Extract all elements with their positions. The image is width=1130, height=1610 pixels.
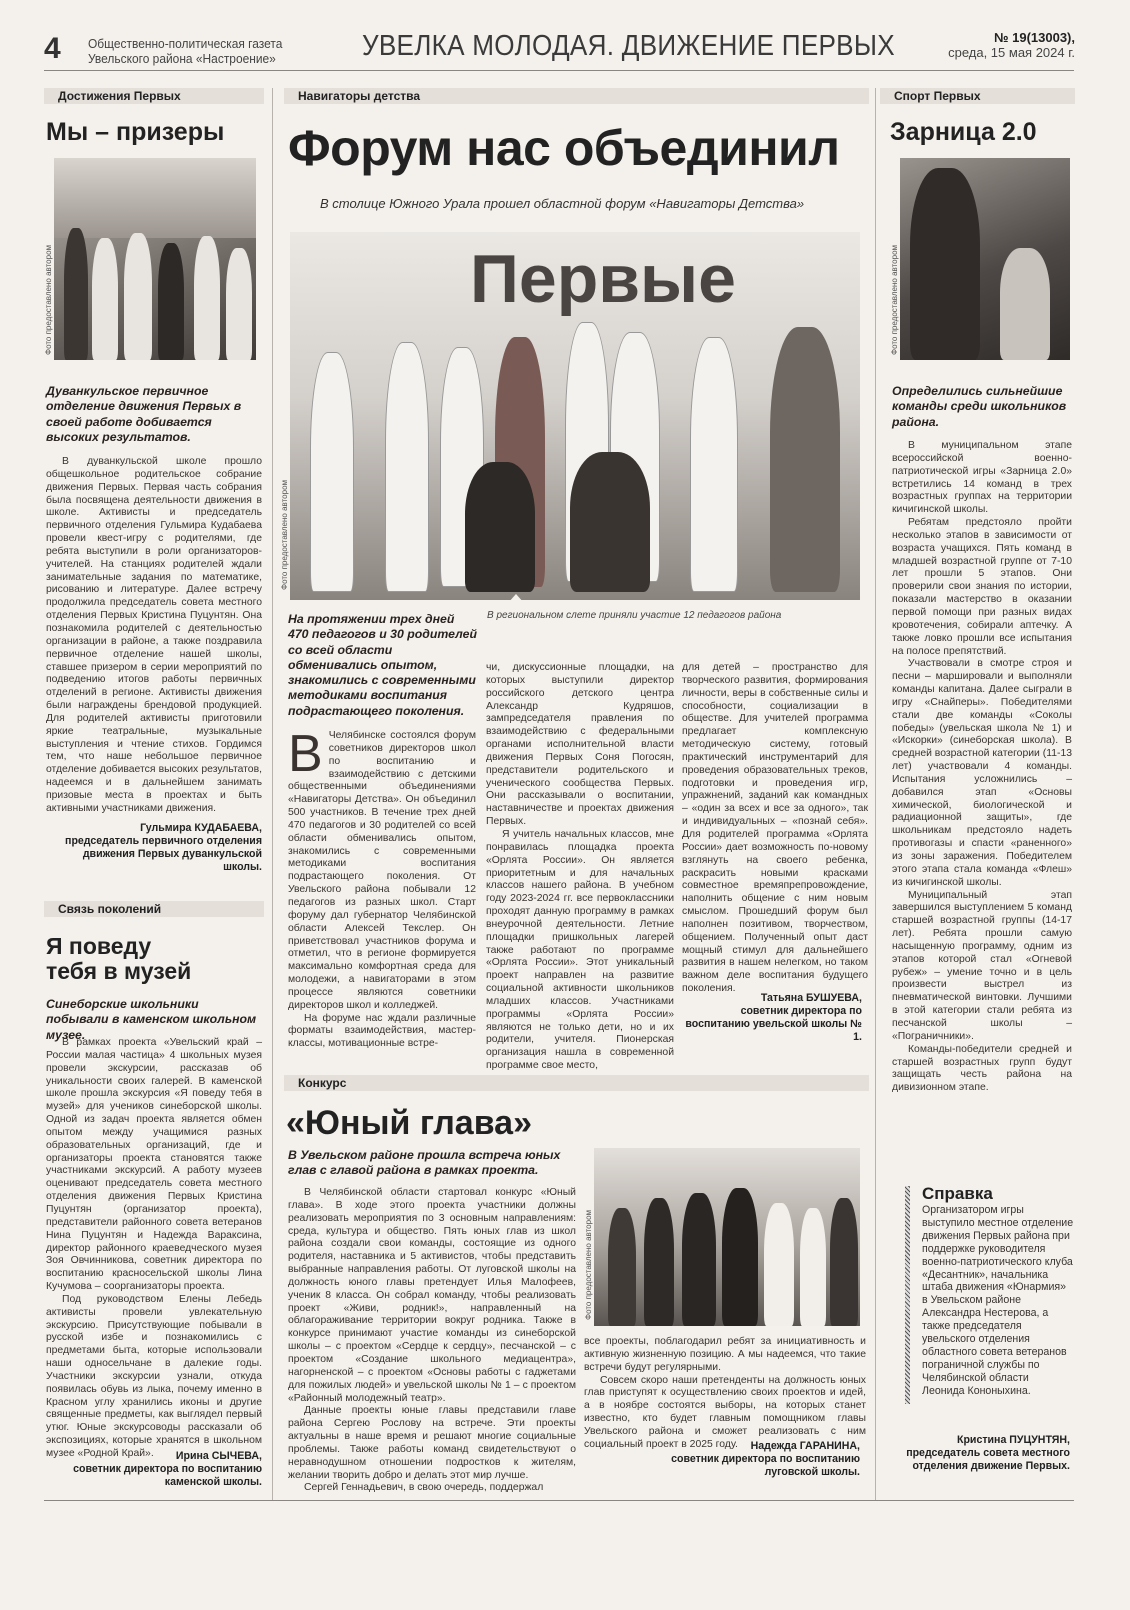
article-subtitle: В столице Южного Урала прошел областной форум «Навигаторы Детства» <box>320 196 805 211</box>
author-signature <box>46 1450 262 1489</box>
column-divider <box>875 88 876 1500</box>
article-photo <box>290 232 860 600</box>
author-signature <box>46 822 262 874</box>
article-photo <box>54 158 256 360</box>
paragraph: Ребятам предстояло пройти несколько этапов в зависимости от возраста учащихся. Пять команд в младшей возрастной группе от 7-10 лет прошли 5 этапов. Они проверили свои знания по истории, показали мастерство в оказании первой помощи при разных видах кровотечения, собирали аптечку. А также ловко прошли все испытания на полосе препятствий. <box>892 517 1072 657</box>
author-role: советник директора по воспитанию увельской школы № 1. <box>685 1005 862 1043</box>
article-lead: Определились сильнейшие команды среди школьников района. <box>892 384 1067 429</box>
title-line: Я поведу <box>46 933 152 959</box>
paragraph: В дуванкульской школе прошло общешкольное родительское собрание движения Первых. Первая часть собрания была посвящена деятельности движения в школе. Активисты и председатель первичного отделения Гульмира Кудабаева провели квест-игру с родителями, где ребята выступили в роли организаторов-учителей. На станциях родителей ждали занимательные задания по математике, рисованию и литературе. Далее встречу продолжила председатель совета местного отделения Первых Кристина Пуцунтян. Она познакомила родителей с деятельностью организации в районе, а также поздравила первичное отделение нашей школы, ставшее призером в серии мероприятий по подведению итогов работы первичных отделений в регионе. Активисты движения были награждены брендовой продукцией. Для родителей активисты приготовили яркие театральные, музыкальные выступления и чтение стихов. Гордимся тем, что наше небольшое первичное отделение добивается высоких результатов, надеемся и в дальнейшем занимать призовые места в проектах и быть активными участниками движения. <box>46 456 262 814</box>
article-body <box>46 456 262 818</box>
article-lead: На протяжении трех дней 470 педагогов и 30 родителей со всей области обменивались опытом, знакомились с современными методиками воспитания подрастающего поколения. <box>288 612 478 718</box>
paragraph: В Челябинской области стартовал конкурс «Юный глава». В ходе этого проекта участники должны реализовать мероприятия по 3 основным направлениям: среда, культура и общество. Пять юных глав из школ района создали свои команды, состоящие из одного родителя, наставника и 5 активистов, чтобы представить выбранные направления работы. От луговской школы на должность юного главы претендует Илья Малофеев, ученик 8 класса. Он собрал команду, чтобы реализовать проект «Живи, родник!», направленный на облагораживание территории вокруг родника. Также в конкурсе принимают участие команды из синеборской школы – с проектом «Сердце к сердцу», песчанской – с проектом «Создание школьного медиацентра», нагорненской – с проектом «Основы работы с гаджетами для пожилых людей» и увельской школы № 1 – с проектом «Районный молодежный театр». <box>288 1187 576 1404</box>
publication-name <box>88 36 282 66</box>
article-title <box>46 934 191 984</box>
section-label: Связь поколений <box>44 901 264 917</box>
paragraph: Муниципальный этап завершился выступлением 5 команд старшей возрастной группы (14-17 лет). Ребята прошли самую насыщенную программу, одним из этапов которой стал «Огневой рубеж» – умение точно и в цель произвести выстрел из пневматической винтовки. Лучшими в этой категории стали ребята из песчанской школы – «Пограничники». <box>892 889 1072 1042</box>
drop-cap: В <box>288 725 323 783</box>
article-body-column-2 <box>486 662 674 1072</box>
article-body <box>892 440 1072 1175</box>
paragraph: Данные проекты юные главы представили главе района Сергею Рослову на встрече. Эти проекты актуальны в наше время и решают многие социальные проблемы. Также работы команд свидетельствуют о неравнодушном отношении подростков к жителям, желании творить добро и делать этот мир лучше. <box>288 1405 576 1481</box>
article-title: Форум нас объединил <box>288 120 840 176</box>
publication-line-2: Увельского района «Настроение» <box>88 51 276 66</box>
author-role: советник директора по воспитанию луговской школы. <box>671 1453 860 1478</box>
info-box-text: Организатором игры выступило местное отделение движения Первых района при поддержке руководителя военно-патриотического клуба «Десантник», начальника штаба движения «Юнармия» в Увельском районе Александра Нестерова, а также председателя увельского отделения областного совета ветеранов пограничной службы по Челябинской области Леонида Кононыхина. <box>922 1204 1074 1397</box>
issue-date: среда, 15 мая 2024 г. <box>948 45 1075 60</box>
paragraph: Совсем скоро наши претенденты на должность юных глав приступят к осуществлению своих проектов и идей, а в ноябре состоятся выборы, на которых станет известно, кто будет главным помощником главы Увельского района и сможет реализовать с ним социальный проект в 2025 году. <box>584 1374 866 1450</box>
photo-credit: Фото предоставлено автором <box>584 1209 593 1320</box>
section-label: Достижения Первых <box>44 88 264 104</box>
author-name: Кристина ПУЦУНТЯН, <box>957 1434 1070 1446</box>
author-name: Гульмира КУДАБАЕВА, <box>140 822 262 834</box>
author-role: председатель первичного отделения движения Первых дуванкульской школы. <box>65 835 262 873</box>
author-signature <box>892 1434 1070 1473</box>
article-photo <box>900 158 1070 360</box>
info-box-accent <box>905 1186 910 1404</box>
publication-line-1: Общественно-политическая газета <box>88 36 283 51</box>
author-role: советник директора по воспитанию каменской школы. <box>73 1463 262 1488</box>
article-lead: Синеборские школьники побывали в каменском школьном музее. <box>46 997 257 1042</box>
section-label: Спорт Первых <box>880 88 1075 104</box>
paragraph: чи, дискуссионные площадки, на которых выступили директор российского детского центра Александр Кудряшов, зампредседателя правления по взаимодействию с федеральными органами исполнительной власти движения Первых Соня Погосян, представители родительского и ученического сообщества Первых. Они рассказывали о воспитании, наставничестве и проектах движения Первых. <box>486 662 674 828</box>
title-line: тебя в музей <box>46 958 192 984</box>
author-name: Надежда ГАРАНИНА, <box>750 1440 860 1452</box>
article-body-column-1 <box>288 725 476 1050</box>
paragraph: Я учитель начальных классов, мне понравилась площадка проекта «Орлята России». Он является приоритетным и для начальных классов нашего района. В учебном году 2023-2024 гг. все первоклассники проходят данную программу в рамках внеурочной деятельности. Летние площадки пришкольных лагерей также работают по программе «Орлята России». Этот уникальный проект направлен на развитие социальной активности школьников младших классов. Участниками программы «Орлята России» являются не только дети, но и их родители, учителя. Пионерская организация нашла в современной программе свое место, <box>486 828 674 1072</box>
author-role: председатель совета местного отделения движение Первых. <box>906 1447 1070 1472</box>
section-label: Конкурс <box>284 1075 869 1091</box>
author-name: Ирина СЫЧЕВА, <box>175 1450 262 1462</box>
photo-caption: В региональном слете приняли участие 12 педагогов района <box>487 610 782 621</box>
article-lead: В Увельском районе прошла встреча юных глав с главой района в рамках проекта. <box>288 1148 561 1178</box>
photo-banner-text: Первые <box>470 241 736 317</box>
article-body-column-1 <box>288 1187 576 1494</box>
article-lead: Дуванкульское первичное отделение движения Первых в своей работе добивается высоких результатов. <box>46 384 242 444</box>
issue-number: № 19(13003), <box>994 30 1075 45</box>
author-signature <box>682 992 862 1044</box>
author-name: Татьяна БУШУЕВА, <box>760 992 862 1004</box>
column-divider <box>272 88 273 1500</box>
article-photo <box>594 1148 860 1326</box>
paragraph: все проекты, поблагодарил ребят за инициативность и активную жизненную позицию. А мы надеемся, что такие встречи будут регулярными. <box>584 1336 866 1373</box>
paragraph: Участвовали в смотре строя и песни – маршировали и выполняли команды капитана. Далее сыграли в игру «Снайперы». Победителями стали две команды «Соколы победы» (увельская школа № 1) и «Искорки» (синеборская школа). В средней возрастной категории (11-13 лет) участвовали 4 команды. Испытания усложнились – добавился этап «Основы химической, биологической и радиационной защиты», где школьникам предстояло надеть противогазы и спасти «раненного» из зоны заражения. Победителем этого этапа стала команда «Флеш» из кичигинской школы. <box>892 658 1072 888</box>
header-rule <box>44 70 1074 71</box>
paragraph: для детей – пространство для творческого развития, формирования личности, веры в собственные силы и способности, социализации в обществе. Для учителей программа предлагает комплексную методическую систему, готовый практический инструментарий для проведения образовательных треков, подготовки и проведения игр, упражнений, заданий как командных – «один за всех и все за одного», так и индивидуальных – «познай себя». Для родителей программа «Орлята России» дает возможность по-новому взглянуть на своего ребенка, раскрасить новыми красками совместное времяпрепровождение, наполнить общение с ним новым смыслом. Прошедший форум был наполнен позитивом, творчеством, общением. Полученный опыт даст мощный стимул для дальнейшего развития в нашем нелегком, но таком важном деле воспитания будущего поколения. <box>682 662 868 995</box>
paragraph: Сергей Геннадьевич, в свою очередь, поддержал <box>304 1482 544 1494</box>
footer-rule <box>44 1500 1074 1501</box>
paragraph: Команды-победители средней и старшей возрастных групп будут защищать честь района на дивизионном этапе. <box>892 1043 1072 1094</box>
paragraph: На форуме нас ждали различные форматы взаимодействия, мастер-классы, мотивационные встре- <box>288 1012 476 1050</box>
info-box <box>922 1184 1074 1398</box>
article-title: Зарница 2.0 <box>890 118 1037 146</box>
paragraph: В рамках проекта «Увельский край – России малая частица» 4 школьных музея провели экскурсии, рассказав об уникальности своих галерей. В каменской школе прошла экскурсия «Я поведу тебя в музей» для учеников синеборской школы. Одной из задач проекта является обмен опытом между учащимися разных образовательных организаций, где и организаторы проекта становятся также участниками экскурсий. А работу музеев оценивают председатель совета местного отделения движения Первых Кристина Пуцунтян (организатор проекта), представители районного совета ветеранов Нина Пуцунтян и Надежда Вараксина, директор районного краеведческого музея Зоя Овчинникова, советник директора по воспитанию красносельской школы Лина Кучумова – соорганизаторы проекта. <box>46 1037 262 1293</box>
author-signature <box>584 1440 860 1479</box>
article-body-column-3 <box>682 662 868 995</box>
paragraph: Челябинске состоялся форум советников директоров школ по воспитанию и взаимодействию с детскими общественными объединениями «Навигаторы Детства». Он объединил 500 участников. В течение трех дней 470 педагогов и 30 родителей со всей области обменивались опытом, знакомились с современными методиками воспитания подрастающего поколения. От Увельского района побывали 12 педагогов из разных школ. Старт форуму дал губернатор Челябинской области Алексей Текслер. Он приветствовал участников форума и отметил, что в регионе формируется максимально комфортная среда для молодежи, а навигаторами в этом процессе являются советники директоров школ и колледжей. <box>288 730 476 1011</box>
paragraph: В муниципальном этапе всероссийской военно-патриотической игры «Зарница 2.0» встретились 14 команд в трех возрастных группах на территории кичигинской школы. <box>892 440 1072 516</box>
info-box-title: Справка <box>922 1184 993 1203</box>
photo-credit: Фото предоставлено автором <box>890 244 899 355</box>
caption-pointer-icon <box>508 594 524 603</box>
masthead: УВЕЛКА МОЛОДАЯ. ДВИЖЕНИЕ ПЕРВЫХ <box>362 30 895 62</box>
article-title: «Юный глава» <box>286 1104 532 1142</box>
photo-credit: Фото предоставлено автором <box>44 244 53 355</box>
paragraph: Под руководством Елены Лебедь активисты провели увлекательную экскурсию. Присутствующие побывали в русской избе и познакомились с предметами быта, которые использовали наши односельчане в далекие годы. Участники экскурсии узнали, откуда появилась обувь из лыка, почему именно в Красном углу хранились иконы и другие священные предметы, как выглядел первый утюг. Юные экскурсоводы рассказали об экспозициях, которые хранятся в школьном музее «Родной Край». <box>46 1293 262 1459</box>
page-number: 4 <box>44 32 61 65</box>
article-title: Мы – призеры <box>46 118 225 146</box>
section-label: Навигаторы детства <box>284 88 869 104</box>
photo-credit: Фото предоставлено автором <box>280 479 289 590</box>
issue-info <box>948 30 1075 60</box>
